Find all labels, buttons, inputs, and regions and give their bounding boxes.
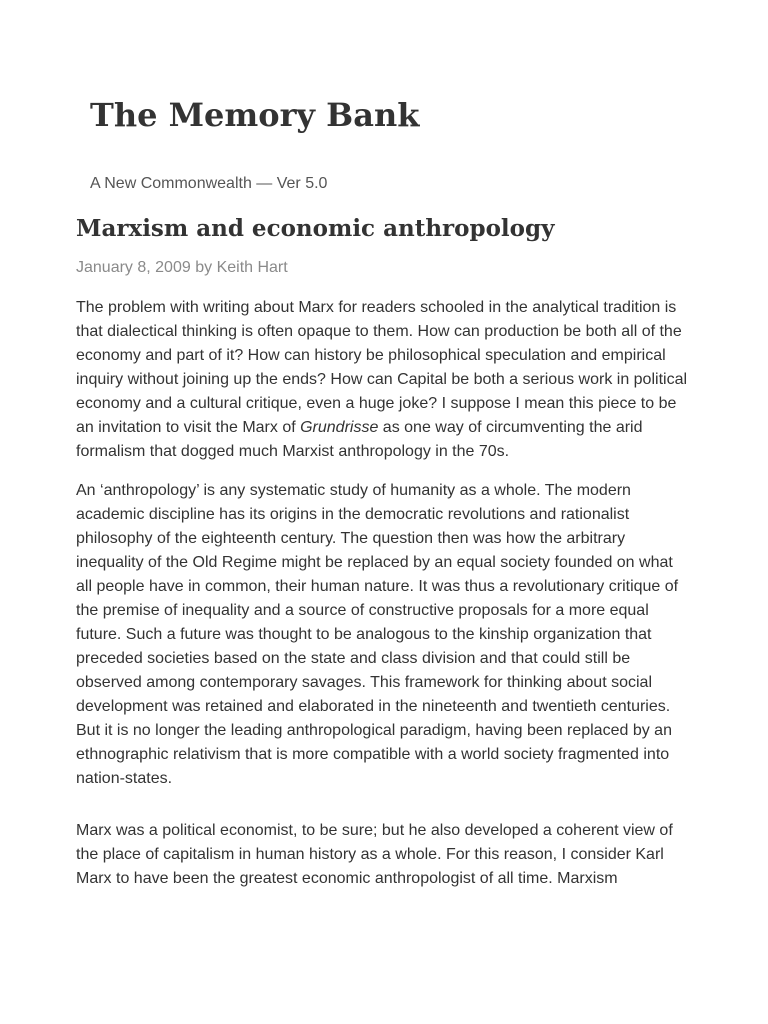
article (76, 210, 692, 906)
paragraph-1-text-b: as one way of circumventing the arid formalism that dogged much Marxist anthropology in the 70s. (76, 419, 643, 460)
site-title-link[interactable]: The Memory Bank (90, 96, 420, 134)
entry-author[interactable]: Keith Hart (216, 259, 288, 276)
entry-date[interactable]: January 8, 2009 (76, 259, 191, 276)
entry-title: Marxism and economic anthropology (76, 215, 555, 242)
entry-content (76, 296, 692, 891)
site-header (90, 92, 730, 138)
paragraph-1-text-a: The problem with writing about Marx for readers schooled in the analytical tradition is that dialectical thinking is often opaque to them. How can production be both all of the economy and part of it? How can history be philosophical speculation and empirical inquiry without joining up the ends? How can Capital be both a serious work in political economy and a cultural critique, even a huge joke? I suppose I mean this piece to be an invitation to visit the Marx of (76, 299, 688, 436)
site-tagline: A New Commonwealth — Ver 5.0 (90, 175, 328, 192)
entry-by: by (195, 259, 213, 276)
paragraph-1-emphasis: Grundrisse (300, 419, 379, 436)
paragraph-1 (76, 296, 692, 464)
paragraph-3: Marx was a political economist, to be sure; but he also developed a coherent view of the place of capitalism in human history as a whole. For this reason, I consider Karl Marx to have been the greatest economic anthropologist of all time. Marxism (76, 822, 673, 887)
entry-meta (76, 257, 692, 279)
paragraph-2: An ‘anthropology’ is any systematic study of humanity as a whole. The modern academic discipline has its origins in the democratic revolutions and rationalist philosophy of the eighteenth century. The question then was how the arbitrary inequality of the Old Regime might be replaced by an equal society founded on what all people have in common, their human nature. It was thus a revolutionary critique of the premise of inequality and a source of constructive proposals for a more equal future. Such a future was thought to be analogous to the kinship organization that preceded societies based on the state and class division and that could still be observed among contemporary savages. This framework for thinking about social development was retained and elaborated in the nineteenth and twentieth centuries. But it is no longer the leading anthropological paradigm, having been replaced by an ethnographic relativism that is more compatible with a world society fragmented into nation-states. (76, 482, 679, 787)
